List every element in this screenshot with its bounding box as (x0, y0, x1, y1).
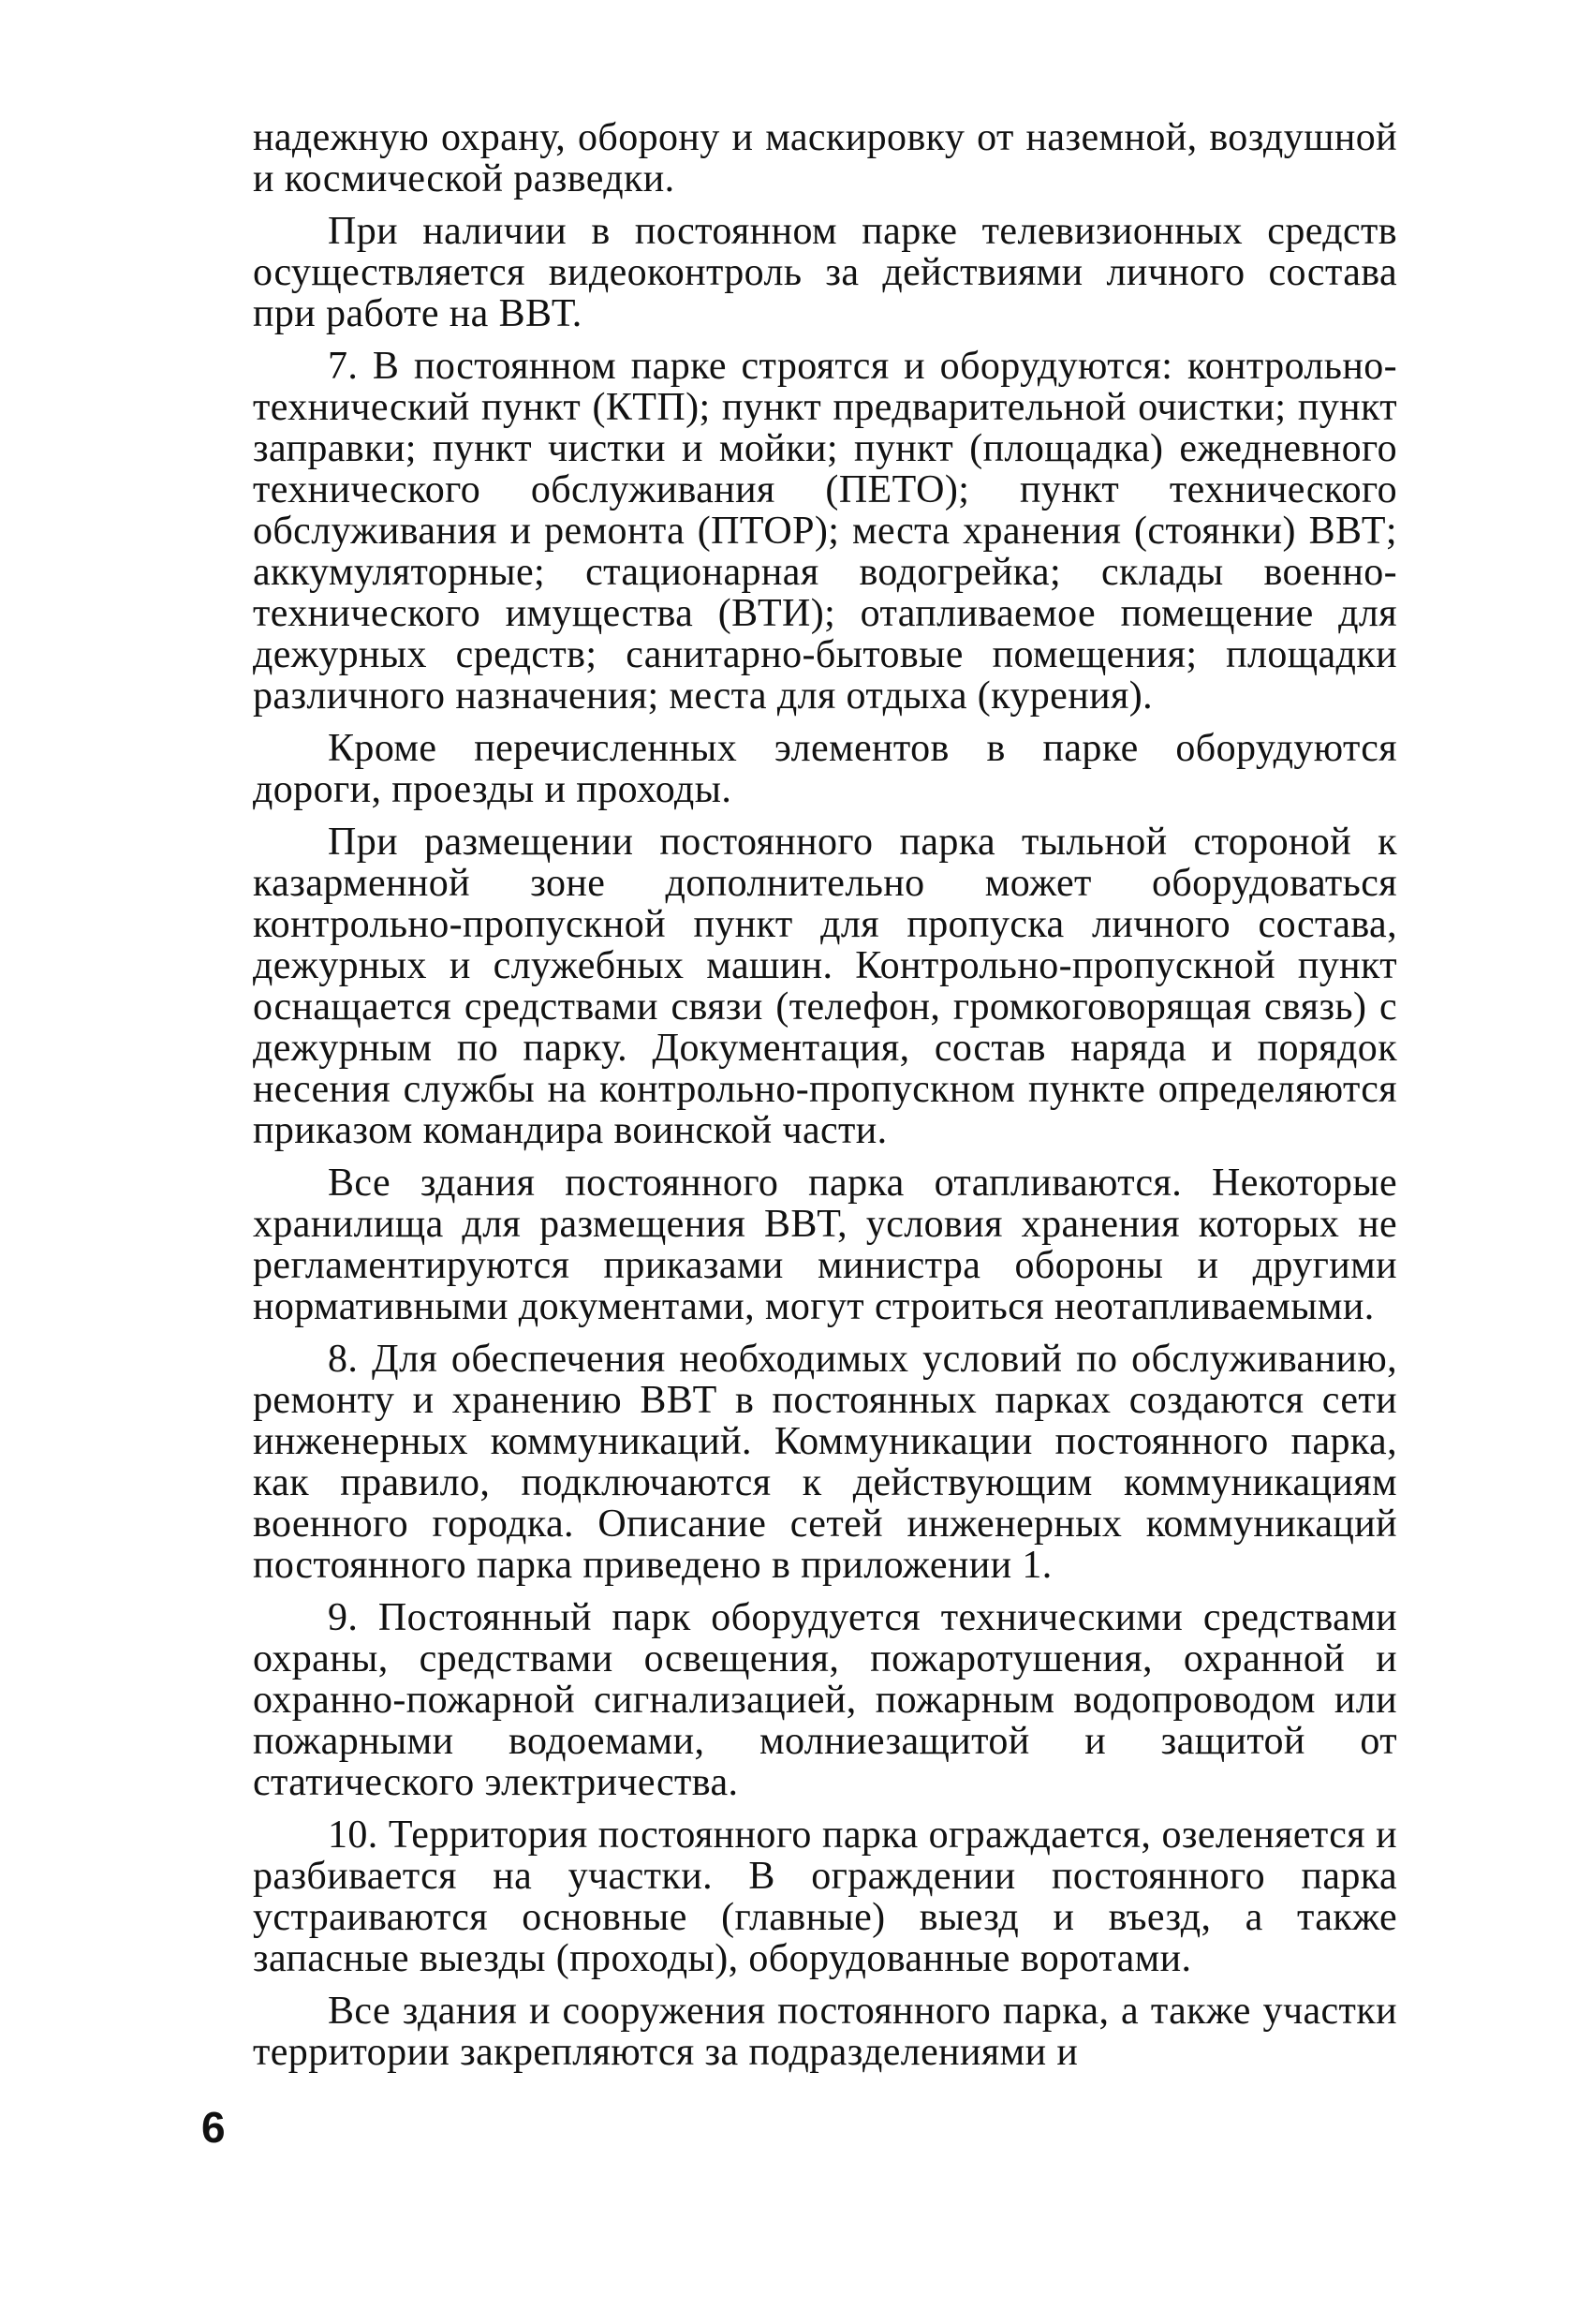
paragraph-continuation: надежную охрану, оборону и маскировку от наземной, воздушной и космической разведки. (253, 116, 1397, 200)
paragraph-item-9: 9. Постоянный парк оборудуется техническими средствами охраны, средствами освещения, пожаротушения, охранной и охранно-пожарной сигнализацией, пожарным водопроводом или пожарными водоемами, молниезащитой и защитой от статического электричества. (253, 1596, 1397, 1804)
paragraph-heating: Все здания постоянного парка отапливаются. Некоторые хранилища для размещения ВВТ, условия хранения которых не регламентируются приказами министра обороны и другими нормативными документами, могут строиться неотапливаемыми. (253, 1162, 1397, 1328)
page-body (253, 117, 1397, 2084)
page-number: 6 (201, 2103, 226, 2152)
paragraph-video-control: При наличии в постоянном парке телевизионных средств осуществляется видеоконтроль за действиями личного состава при работе на ВВТ. (253, 210, 1397, 335)
paragraph-item-10: 10. Территория постоянного парка ограждается, озеленяется и разбивается на участки. В ограждении постоянного парка устраиваются основные (главные) выезд и въезд, а также запасные выезды (проходы), оборудованные воротами. (253, 1813, 1397, 1980)
paragraph-checkpoint: При размещении постоянного парка тыльной стороной к казарменной зоне дополнительно может оборудоваться контрольно-пропускной пункт для пропуска личного состава, дежурных и служебных машин. Контрольно-пропускной пункт оснащается средствами связи (телефон, громкоговорящая связь) с дежурным по парку. Документация, состав наряда и порядок несения службы на контрольно-пропускном пункте определяются приказом командира воинской части. (253, 821, 1397, 1152)
paragraph-buildings: Все здания и сооружения постоянного парка, а также участки территории закрепляются за подразделениями и (253, 1990, 1397, 2074)
paragraph-roads: Кроме перечисленных элементов в парке оборудуются дороги, проезды и проходы. (253, 727, 1397, 811)
paragraph-item-8: 8. Для обеспечения необходимых условий по обслуживанию, ремонту и хранению ВВТ в постоянных парках создаются сети инженерных коммуникаций. Коммуникации постоянного парка, как правило, подключаются к действующим коммуникациям военного городка. Описание сетей инженерных коммуникаций постоянного парка приведено в приложении 1. (253, 1338, 1397, 1587)
paragraph-item-7: 7. В постоянном парке строятся и оборудуются: контрольно-технический пункт (КТП); пункт предварительной очистки; пункт заправки; пункт чистки и мойки; пункт (площадка) ежедневного технического обслуживания (ПЕТО); пункт технического обслуживания и ремонта (ПТОР); места хранения (стоянки) ВВТ; аккумуляторные; стационарная водогрейка; склады военно-технического имущества (ВТИ); отапливаемое помещение для дежурных средств; санитарно-бытовые помещения; площадки различного назначения; места для отдыха (курения). (253, 345, 1397, 718)
